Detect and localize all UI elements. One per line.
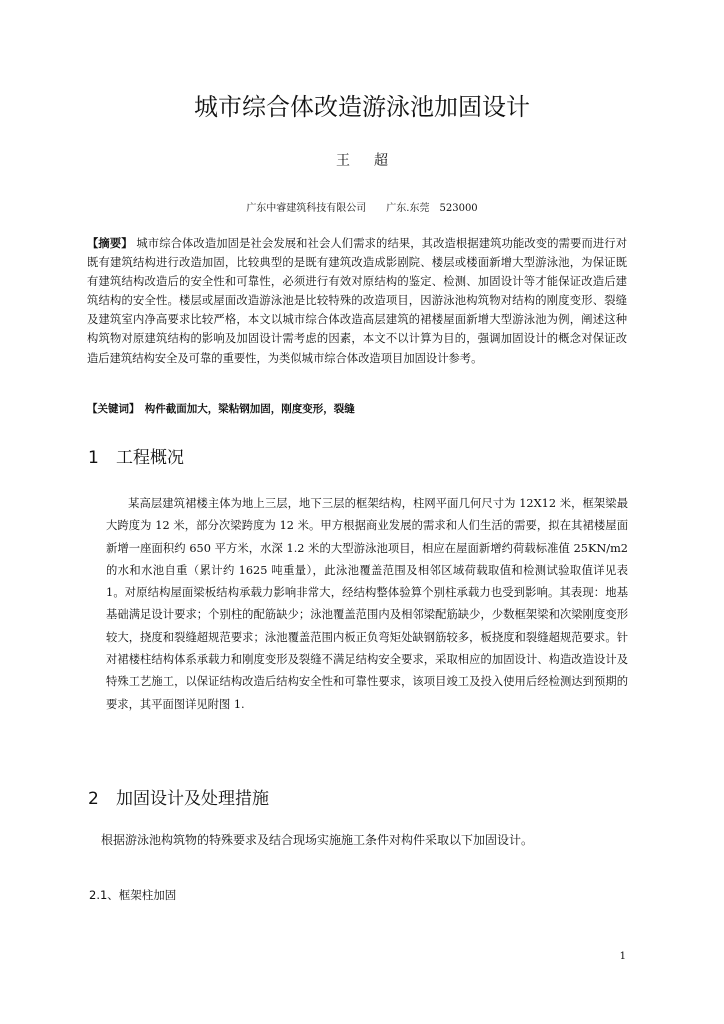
section-1-heading	[88, 447, 184, 469]
abstract-block	[87, 234, 627, 368]
section-2-heading	[88, 788, 269, 810]
section-2-paragraph	[89, 830, 619, 851]
section-2-number: 2	[88, 789, 99, 809]
author-name: 王超	[336, 153, 412, 169]
section-2-paragraph-text: 根据游泳池构筑物的特殊要求及结合现场实施施工条件对构件采取以下加固设计。	[101, 833, 534, 847]
section-2-title: 加固设计及处理措施	[116, 789, 269, 809]
abstract-text: 城市综合体改造加固是社会发展和社会人们需求的结果，其改造根据建筑功能改变的需要而进行对既有建筑结构进行改造加固，比较典型的是既有建筑改造成影剧院、楼层或楼面新增大型游泳池，为保证既有建筑结构改造后的安全性和可靠性，必须进行有效对原结构的鉴定、检测、加固设计等才能保证改造后建筑结构的安全性。楼层或屋面改造游泳池是比较特殊的改造项目，因游泳池构筑物对结构的刚度变形、裂缝及建筑室内净高要求比较严格，本文以城市综合体改造高层建筑的裙楼屋面新增大型游泳池为例，阐述这种构筑物对原建筑结构的影响及加固设计需考虑的因素，本文不以计算为目的，强调加固设计的概念对保证改造后建筑结构安全及可靠的重要性，为类似城市综合体改造项目加固设计参考。	[87, 237, 627, 365]
section-1-paragraph	[106, 493, 628, 716]
abstract-label: 【摘要】	[87, 237, 133, 250]
author-affiliation: 广东中睿建筑科技有限公司 广东.东莞 523000	[246, 203, 478, 214]
keywords-label: 【关键词】	[87, 403, 135, 415]
keywords-block	[87, 401, 627, 417]
keywords-text: 构件截面加大，梁粘钢加固，刚度变形，裂缝	[144, 403, 355, 415]
subsection-2-1-heading: 2.1、框架柱加固	[89, 888, 177, 902]
section-1-number: 1	[88, 448, 99, 468]
section-1-title: 工程概况	[116, 448, 184, 468]
section-1-paragraph-text: 某高层建筑裙楼主体为地上三层，地下三层的框架结构，柱网平面几何尺寸为 12X12 米，框架梁最大跨度为 12 米，部分次梁跨度为 12 米。甲方根据商业发展的需求和人们生活的需要，拟在其裙楼屋面新增一座面积约 650 平方米，水深 1.2 米的大型游泳池项目，相应在屋面新增约荷载标准值 25KN/m2 的水和水池自重（累计约 1625 吨重量），此泳池覆盖范围及相邻区域荷载取值和检测试验取值详见表 1。对原结构屋面梁板结构承载力影响非常大，经结构整体验算个别柱承载力也受到影响。其表现：地基基础满足设计要求；个别柱的配筋缺少；泳池覆盖范围内及相邻梁配筋缺少，少数框架梁和次梁刚度变形较大，挠度和裂缝超规范要求；泳池覆盖范围内板正负弯矩处缺钢筋较多，板挠度和裂缝超规范要求。针对裙楼柱结构体系承载力和刚度变形及裂缝不满足结构安全要求，采取相应的加固设计、构造改造设计及特殊工艺施工，以保证结构改造后结构安全性和可靠性要求，该项目竣工及投入使用后经检测达到预期的要求，其平面图详见附图 1.	[106, 497, 628, 711]
page-number: 1	[619, 951, 626, 962]
paper-title: 城市综合体改造游泳池加固设计	[194, 93, 530, 121]
